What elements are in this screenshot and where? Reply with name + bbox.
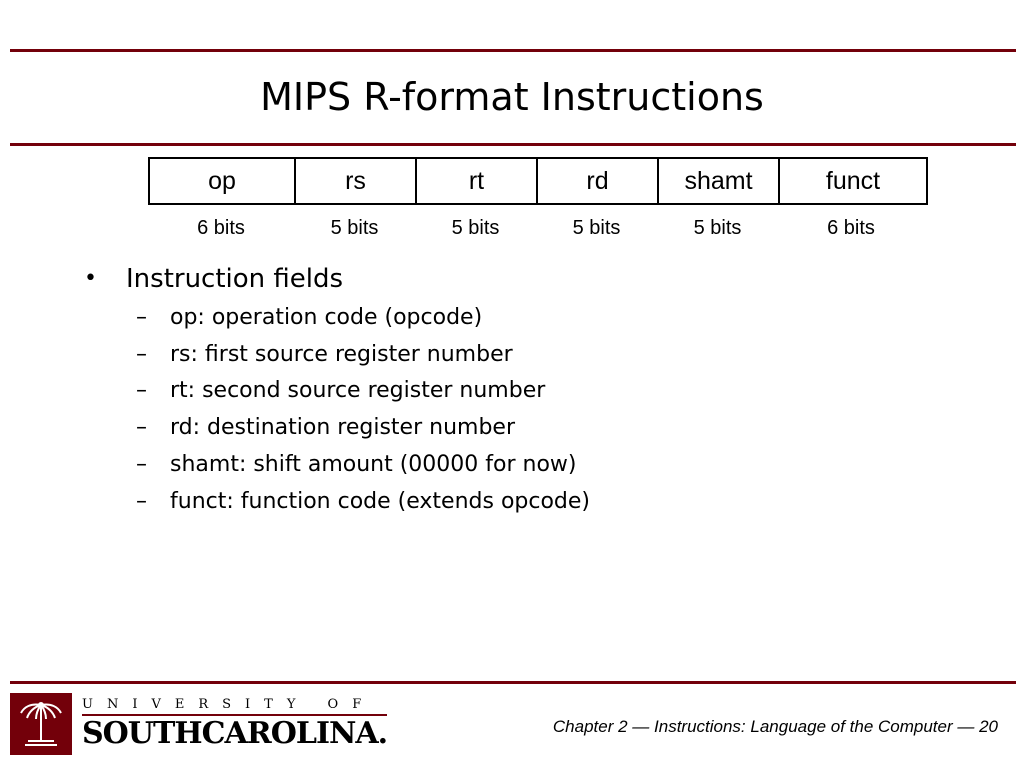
slide-title: MIPS R-format Instructions bbox=[260, 75, 764, 119]
field-shamt: shamt bbox=[659, 159, 780, 203]
list-item bbox=[136, 337, 590, 374]
dash-icon: – bbox=[136, 415, 147, 441]
top-divider bbox=[10, 49, 1016, 52]
list-item bbox=[136, 447, 590, 484]
bullet-text: Instruction fields bbox=[126, 264, 344, 294]
university-logo bbox=[10, 693, 387, 755]
title-divider bbox=[10, 143, 1016, 146]
bits-op: 6 bits bbox=[197, 217, 245, 239]
footer-divider bbox=[10, 681, 1016, 684]
sub-item-text: rt: second source register number bbox=[170, 378, 546, 404]
field-rt: rt bbox=[417, 159, 538, 203]
field-funct: funct bbox=[825, 166, 881, 195]
bullet-item bbox=[84, 260, 590, 298]
bits-shamt: 5 bits bbox=[693, 217, 742, 239]
sub-item-text: shamt: shift amount (00000 for now) bbox=[170, 451, 577, 477]
list-item bbox=[136, 410, 590, 447]
bits-rd: 5 bits bbox=[572, 217, 621, 239]
dash-icon: – bbox=[136, 378, 147, 404]
wordmark-top: UNIVERSITY OF bbox=[82, 697, 387, 716]
sub-item-text: op: operation code (opcode) bbox=[170, 305, 483, 330]
dash-icon: – bbox=[136, 305, 147, 330]
dash-icon: – bbox=[136, 488, 147, 514]
bits-rs: 5 bits bbox=[330, 217, 379, 239]
dash-icon: – bbox=[136, 341, 147, 367]
dash-icon: – bbox=[136, 451, 147, 477]
bit-widths-row bbox=[148, 215, 924, 241]
bits-rt: 5 bits bbox=[451, 217, 500, 239]
list-item bbox=[136, 484, 590, 521]
list-item bbox=[136, 300, 590, 337]
field-rd: rd bbox=[538, 159, 659, 203]
bullet-list bbox=[84, 260, 590, 520]
field-op: op bbox=[150, 159, 296, 203]
wordmark-bottom: SOUTHCAROLINA. bbox=[82, 715, 388, 751]
sub-item-text: rs: first source register number bbox=[170, 341, 513, 367]
sub-item-text: funct: function code (extends opcode) bbox=[170, 488, 591, 514]
slide-footer: Chapter 2 — Instructions: Language of the Computer — 20 bbox=[552, 717, 998, 736]
wordmark bbox=[82, 697, 387, 752]
field-rs: rs bbox=[296, 159, 417, 203]
bullet-dot-icon: • bbox=[84, 266, 97, 291]
sub-list bbox=[136, 300, 590, 520]
r-format-table bbox=[148, 157, 928, 205]
palmetto-seal-icon bbox=[10, 693, 72, 755]
sub-item-text: rd: destination register number bbox=[170, 415, 515, 441]
bits-funct: 6 bits bbox=[827, 217, 875, 239]
palmetto-tree-icon bbox=[16, 697, 66, 751]
list-item bbox=[136, 373, 590, 410]
